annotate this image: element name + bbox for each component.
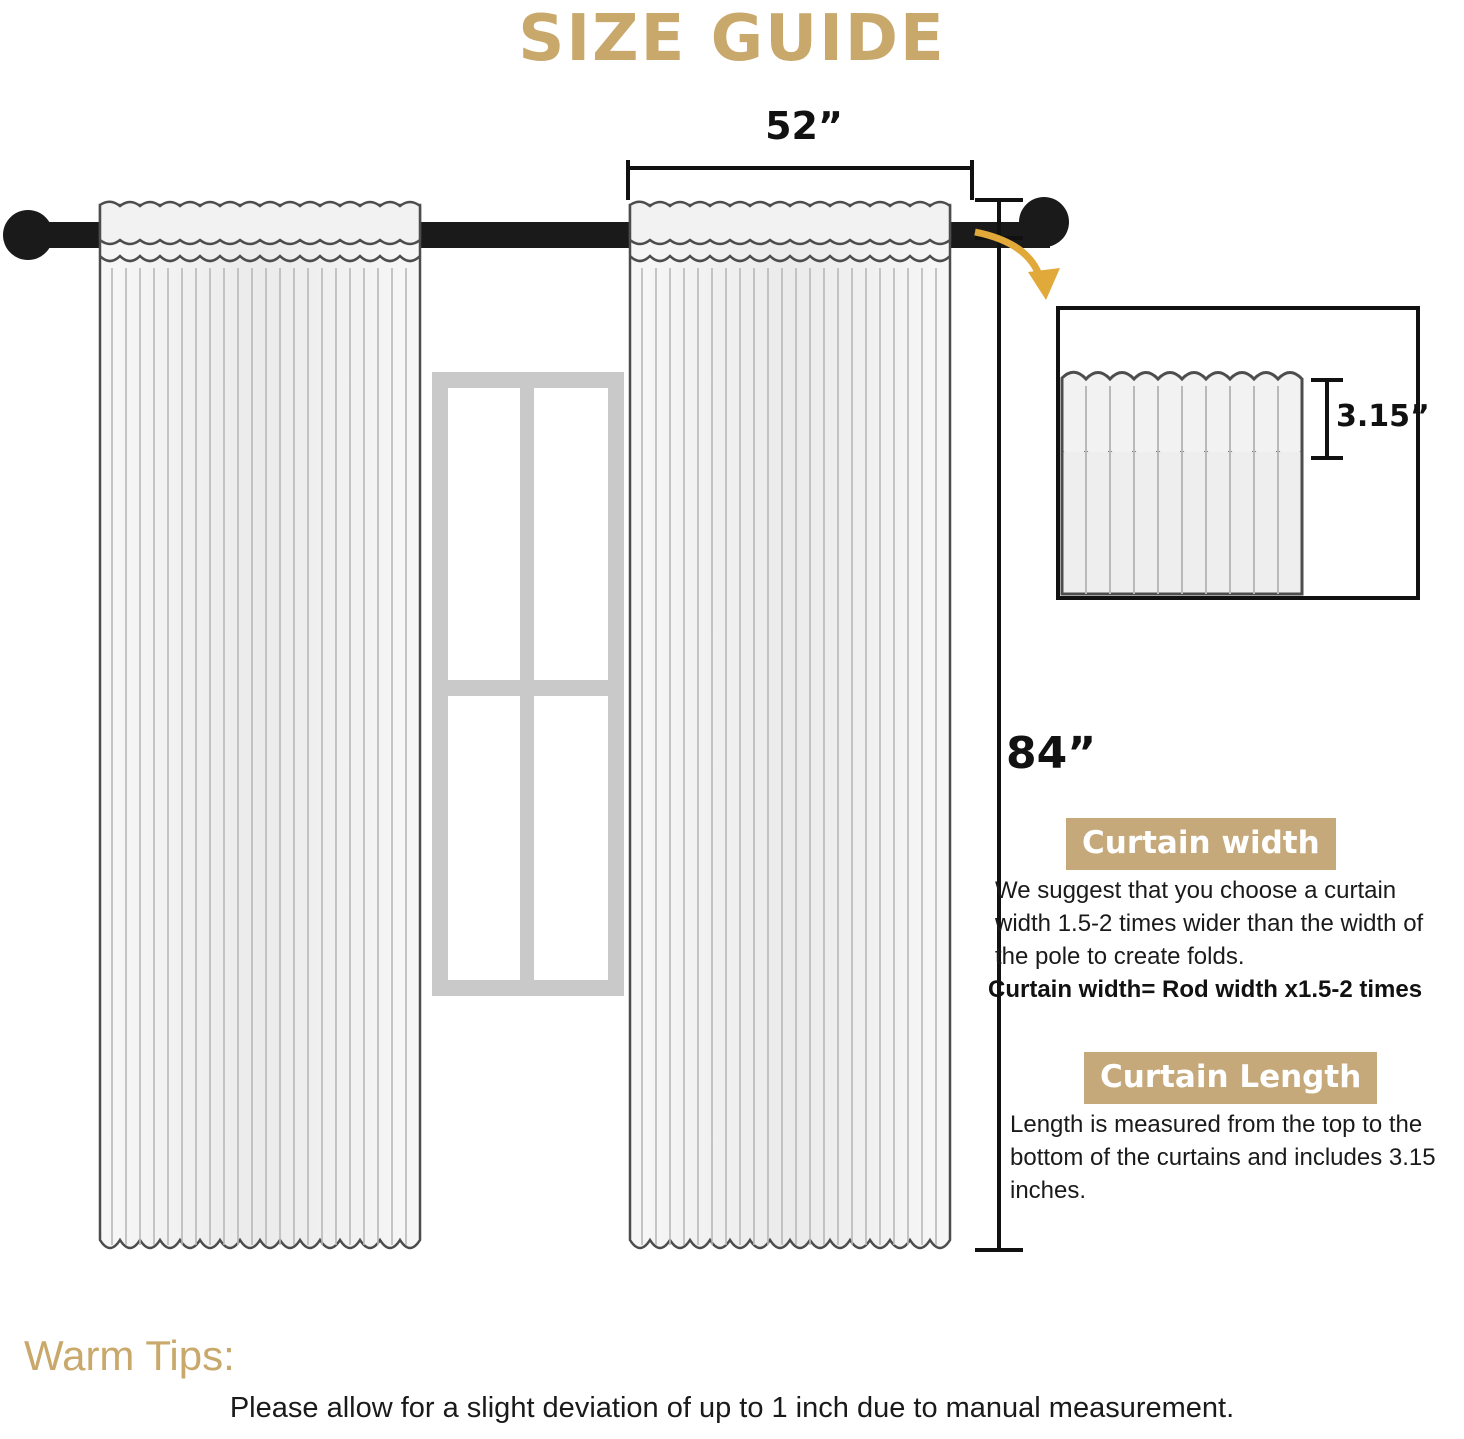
- curtain-panel-left: [100, 202, 420, 1248]
- rod-finial-left-icon: [3, 210, 53, 260]
- header-detail-inset: [1058, 308, 1418, 598]
- width-dimension-bracket: [628, 160, 972, 200]
- height-dimension-line: [975, 200, 1023, 1250]
- warm-tips-text: Please allow for a slight deviation of up to 1 inch due to manual measurement.: [229, 1392, 1235, 1424]
- curtain-panel-right: [630, 202, 950, 1248]
- warm-tips-heading: Warm Tips:: [24, 1332, 235, 1379]
- height-measurement-label: 84”: [1006, 728, 1097, 779]
- curtain-width-tag: Curtain width: [1066, 818, 1336, 870]
- rod-finial-right-icon: [1019, 197, 1069, 247]
- curtain-width-description: We suggest that you choose a curtain width 1.5-2 times wider than the width of the pole to create folds.: [995, 877, 1424, 971]
- window-frame-graphic: [432, 372, 624, 996]
- curtain-length-tag: Curtain Length: [1084, 1052, 1377, 1104]
- width-measurement-label: 52”: [765, 104, 843, 148]
- curtain-width-formula: Curtain width= Rod width x1.5-2 times: [988, 976, 1423, 1003]
- page-title: SIZE GUIDE: [518, 2, 946, 76]
- curtain-length-description: Length is measured from the top to the bottom of the curtains and includes 3.15 inches.: [1010, 1111, 1436, 1205]
- header-measurement-label: 3.15”: [1336, 399, 1430, 434]
